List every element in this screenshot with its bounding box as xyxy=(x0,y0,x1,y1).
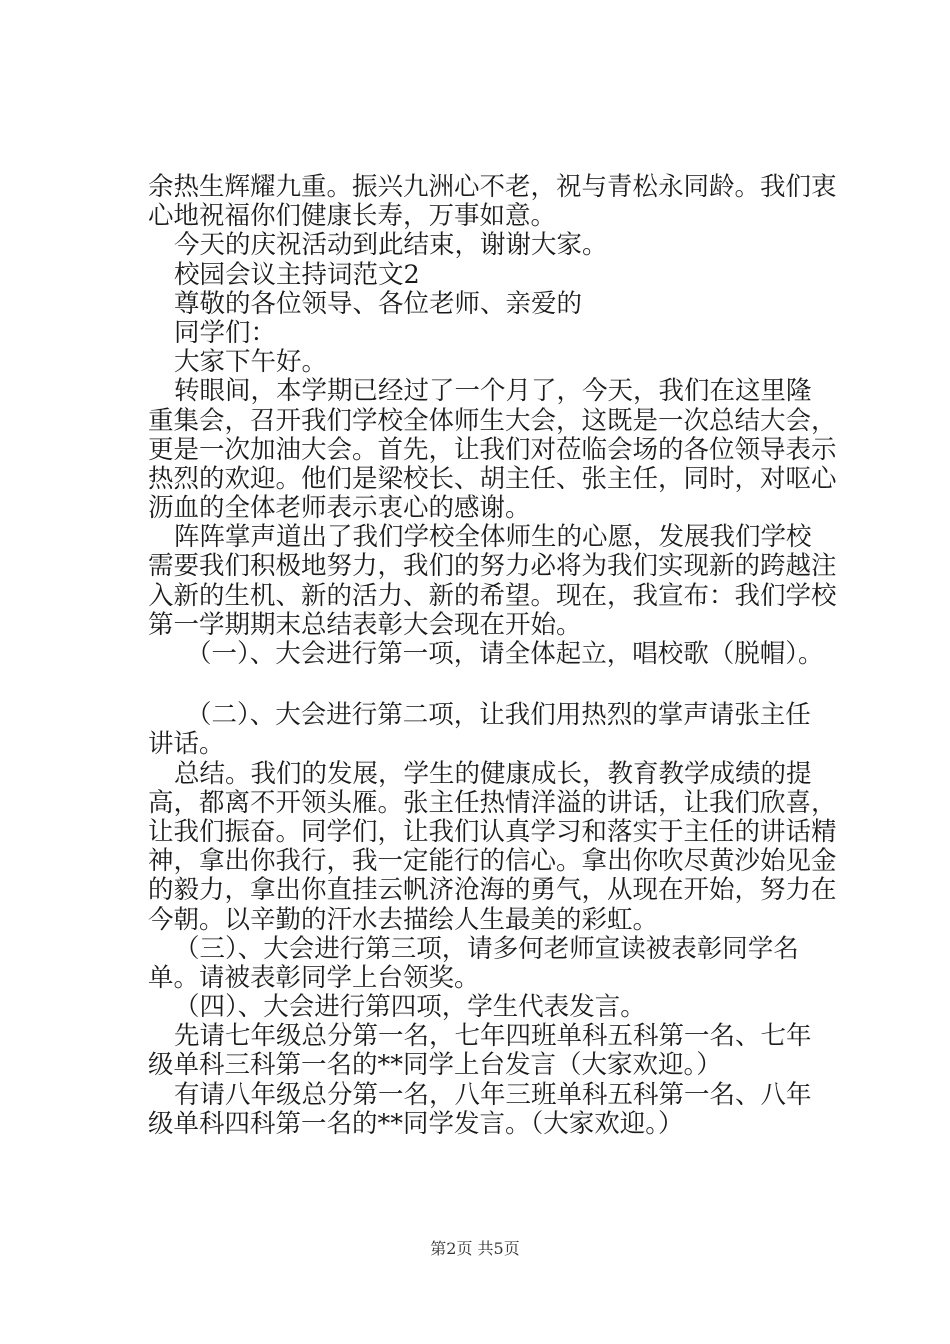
text-line: 的毅力，拿出你直挂云帆济沧海的勇气，从现在开始，努力在 xyxy=(148,875,837,906)
text-line: 单。请被表彰同学上台领奖。 xyxy=(148,962,480,993)
text-line: 阵阵掌声道出了我们学校全体师生的心愿，发展我们学校 xyxy=(174,522,812,553)
text-line: 同学们： xyxy=(174,317,277,348)
text-line: 有请八年级总分第一名，八年三班单科五科第一名、八年 xyxy=(174,1079,812,1110)
page-number-footer: 第2页 共5页 xyxy=(430,1239,520,1258)
text-line: （一）、大会进行第一项，请全体起立，唱校歌（脱帽）。 xyxy=(186,639,824,669)
text-line: 总结。我们的发展，学生的健康成长，教育教学成绩的提 xyxy=(174,758,812,789)
text-line: 第一学期期末总结表彰大会现在开始。 xyxy=(148,609,582,640)
text-line: 更是一次加油大会。首先，让我们对莅临会场的各位领导表示 xyxy=(148,434,837,465)
text-line: 热烈的欢迎。他们是梁校长、胡主任、张主任，同时，对呕心 xyxy=(148,463,837,494)
text-line: 需要我们积极地努力，我们的努力必将为我们实现新的跨越注 xyxy=(148,551,837,582)
text-line: 余热生辉耀九重。振兴九洲心不老，祝与青松永同龄。我们衷 xyxy=(148,172,837,202)
text-line: 大家下午好。 xyxy=(174,347,328,378)
text-line: 级单科三科第一名的**同学上台发言（大家欢迎。） xyxy=(148,1050,722,1081)
text-line: 级单科四科第一名的**同学发言。（大家欢迎。） xyxy=(148,1108,684,1139)
text-line: 让我们振奋。同学们，让我们认真学习和落实于主任的讲话精 xyxy=(148,816,837,847)
text-line: 心地祝福你们健康长寿，万事如意。 xyxy=(148,201,557,232)
text-line: 尊敬的各位领导、各位老师、亲爱的 xyxy=(174,288,583,319)
text-line: （四）、大会进行第四项，学生代表发言。 xyxy=(174,992,646,1023)
document-body xyxy=(148,173,838,1139)
text-line: 今朝。以辛勤的汗水去描绘人生最美的彩虹。 xyxy=(148,904,659,935)
text-line: 讲话。 xyxy=(148,729,225,760)
text-line: 沥血的全体老师表示衷心的感谢。 xyxy=(148,493,531,524)
text-line: 高，都离不开领头雁。张主任热情洋溢的讲话，让我们欣喜， xyxy=(148,787,837,818)
section-heading: 校园会议主持词范文2 xyxy=(174,259,420,290)
text-line: 今天的庆祝活动到此结束，谢谢大家。 xyxy=(174,230,608,261)
text-line: 转眼间，本学期已经过了一个月了，今天，我们在这里隆 xyxy=(174,376,812,407)
text-line: 入新的生机、新的活力、新的希望。现在，我宣布：我们学校 xyxy=(148,580,837,611)
blank-line xyxy=(148,669,838,701)
text-line: 神，拿出你我行，我一定能行的信心。拿出你吹尽黄沙始见金 xyxy=(148,846,837,877)
text-line: 先请七年级总分第一名，七年四班单科五科第一名、七年 xyxy=(174,1021,812,1052)
text-line: （二）、大会进行第二项，让我们用热烈的掌声请张主任 xyxy=(186,700,811,731)
text-line: （三）、大会进行第三项，请多何老师宣读被表彰同学名 xyxy=(174,933,799,964)
text-line: 重集会，召开我们学校全体师生大会，这既是一次总结大会， xyxy=(148,405,837,436)
